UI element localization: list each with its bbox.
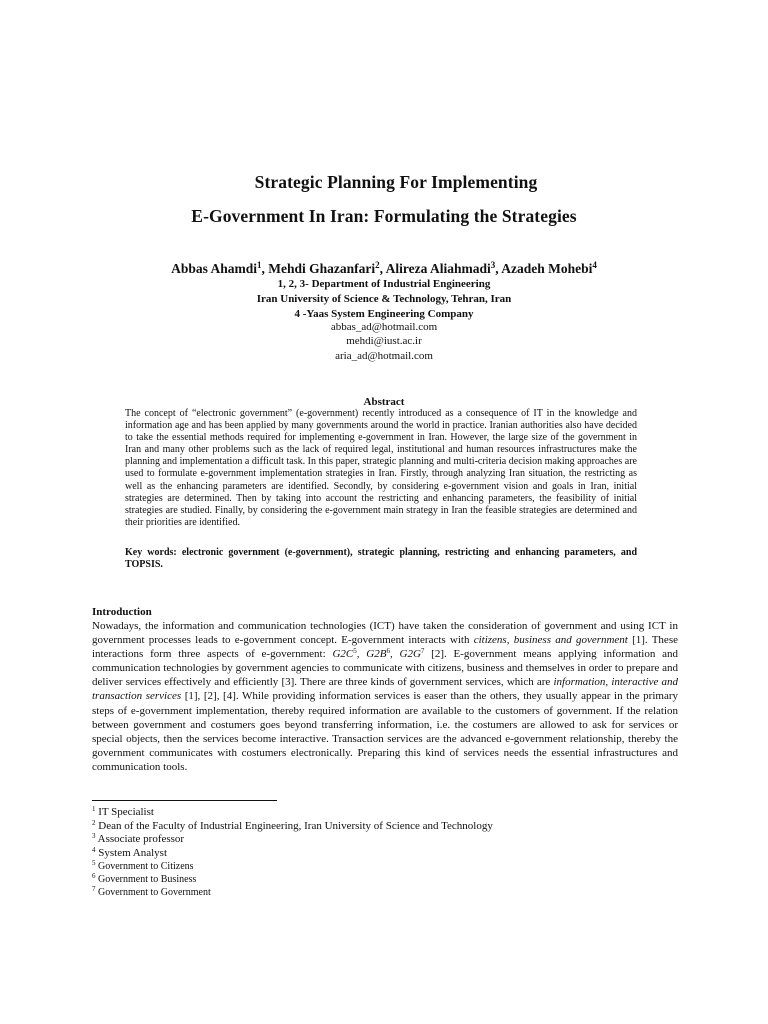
affiliation-line: Iran University of Science & Technology, Tehran, Iran [256,293,512,305]
paper-title-line-2: E-Government In Iran: Formulating the Strategies [191,206,577,226]
footnote-number: 4 [92,845,96,854]
affiliation-line: 4 -Yaas System Engineering Company [294,308,474,320]
footnote [92,847,692,861]
author-sup: 3 [490,260,496,270]
footnote-ref: 6 [386,647,390,656]
intro-sep: , [389,648,400,661]
intro-g2g: G2G [399,648,421,661]
footnote-ref: 7 [420,647,425,656]
affiliation-line: 1, 2, 3- Department of Industrial Engineering [277,278,491,290]
footnote-number: 1 [92,805,96,813]
footnote [92,886,692,899]
footnote [92,833,692,847]
author-email: aria_ad@hotmail.com [335,350,433,362]
intro-text: [2]. E-government means applying information and communication technologies by government agencies to communicate with citizens, business and themselves in order to prepare and deliver services effectively and efficiently [3]. There are three kinds of government services, which are [92,648,679,689]
intro-italic-text: citizens, business and government [473,634,628,647]
intro-g2b: G2B [366,648,387,661]
intro-sep: , [356,648,367,661]
footnote-text: Associate professor [95,833,185,845]
footnote-number: 2 [92,818,96,827]
footnote-text: Dean of the Faculty of Industrial Engineering, Iran University of Science and Technology [95,819,493,832]
footnote [92,806,692,820]
footnote-separator [92,800,277,801]
keywords: Key words: electronic government (e-government), strategic planning, restricting and enhancing parameters, and TOPSIS. [125,547,637,571]
author-name: Abbas Ahamdi [171,261,257,276]
footnote-text: IT Specialist [95,806,154,818]
author-name: Azadeh Mohebi [501,261,593,276]
intro-text: [1]. These interactions form three aspects of e-government: [92,634,678,661]
footnote-number: 6 [92,872,96,880]
footnote-text: System Analyst [95,846,168,859]
intro-italic-text: information, interactive and transaction services [92,676,679,703]
footnote-number: 5 [92,859,96,867]
footnotes [92,806,692,899]
author-name: Alireza Aliahmadi [385,261,491,276]
author-sup: 1 [257,260,262,270]
abstract-body: The concept of “electronic government” (e-government) recently introduced as a consequence of IT in the knowledge and information age and has been applied by many governments around the world in practice. Iranian authorities also have decided to take the essential methods required for implementing e-government in Iran. However, the large size of the government in Iran and many other problems such as the lack of required legal, institutional and human resources infrastructures make the planning and implementation a difficult task. In this paper, strategic planning and multi-criteria decision making approaches are used to formulate e-government implementation strategies in Iran. Firstly, through analyzing Iran situation, the restricting as well as the enhancing parameters are identified. Secondly, by considering e-government vision and goals in Iran, initial strategies are determined. Then by taking into account the restricting and enhancing parameters, the feasibility of initial strategies are studied. Finally, by considering the e-government main strategy in Iran the feasible strategies are determined and their priorities are identified. [125,408,637,528]
author-email: mehdi@iust.ac.ir [346,335,422,347]
footnote-number: 7 [92,885,96,893]
footnote [92,860,692,873]
intro-text: [1], [2], [4]. While providing information services is easer than the others, they usually appear in the primary steps of e-government implementation, thereby required information are available to the customers of government. If the relation between government and costumers goes beyond transferring information, i.e. the costumers are allowed to ask for services or special objects, then the services become interactive. Transaction services are the advanced e-government relationship, thereby the government communicates with costumers electronically. Preparing this kind of services needs the essential infrastructures and communication tools. [92,690,678,773]
introduction-body [92,619,678,774]
paper-title-line-1: Strategic Planning For Implementing [254,172,538,192]
intro-text: Nowadays, the information and communication technologies (ICT) have taken the consideration of government and using ICT in government processes leads to e-government concept. E-government interacts with [92,620,678,647]
footnote-text: Government to Citizens [95,861,194,872]
author-email: abbas_ad@hotmail.com [330,321,438,333]
intro-g2c: G2C [332,648,354,661]
footnote [92,820,692,834]
author-sup: 4 [592,260,597,270]
footnote-ref: 5 [353,647,357,656]
abstract-heading: Abstract [363,396,405,408]
footnote-number: 3 [92,832,96,840]
footnote [92,873,692,886]
author-name: Mehdi Ghazanfari [268,261,376,276]
author-sup: 2 [375,260,380,270]
footnote-text: Government to Business [95,874,197,885]
author-list: Abbas Ahamdi$^1$, Mehdi Ghazanfari$^2$, Alireza Aliahmadi$^3$, Azadeh Mohebi$^4$ [171,260,597,276]
footnote-text: Government to Government [95,887,211,898]
introduction-heading: Introduction [92,606,152,618]
